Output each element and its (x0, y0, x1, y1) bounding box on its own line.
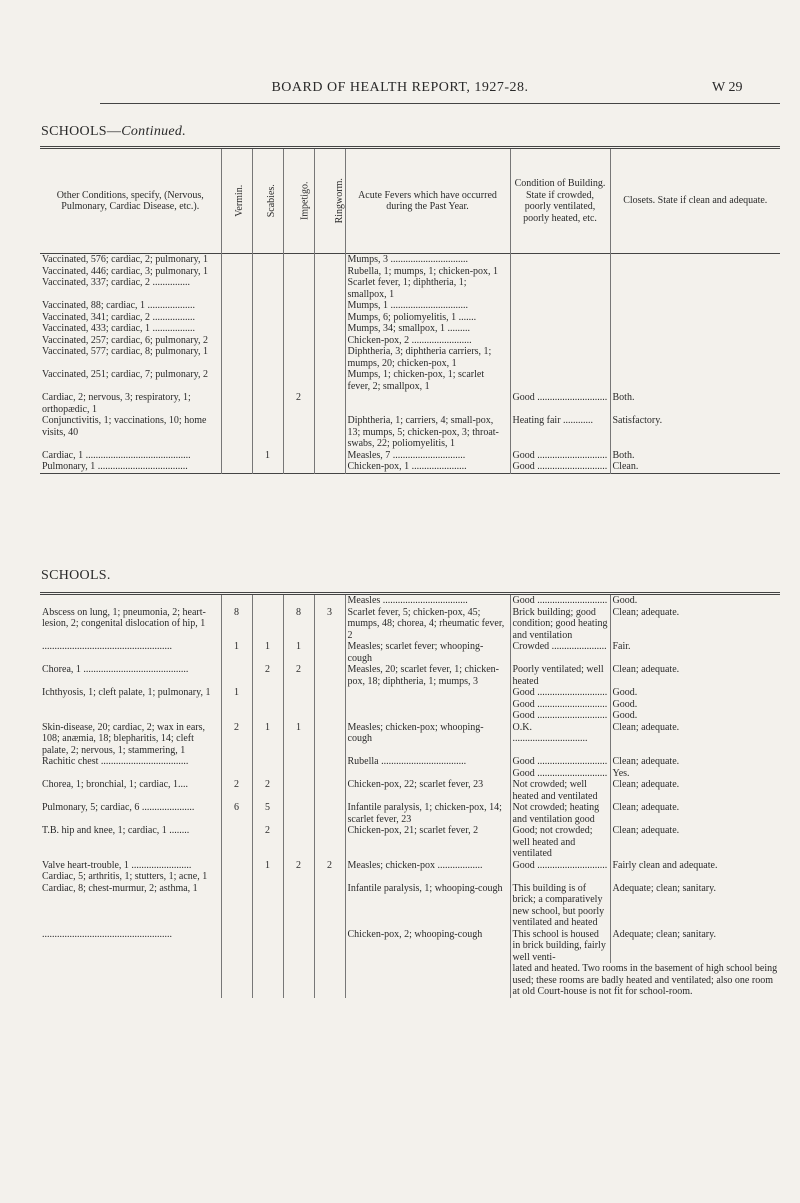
cell-closets: Clean; adequate. (610, 722, 780, 757)
table-row (40, 883, 780, 929)
cell-ringworm (314, 883, 345, 929)
cell-ringworm (314, 594, 345, 607)
cell-scabies: 1 (252, 860, 283, 872)
cell-vermin (221, 756, 252, 768)
cell-ringworm (314, 687, 345, 699)
cell-closets: Fairly clean and adequate. (610, 860, 780, 872)
cell-scabies (252, 929, 283, 964)
report-title: BOARD OF HEALTH REPORT, 1927-28. (271, 80, 529, 95)
cell-impetigo (283, 802, 314, 825)
cell-closets (610, 277, 780, 300)
section1-title (41, 124, 186, 140)
cell-condition-building: Good ............................ (510, 699, 610, 711)
cell-closets (610, 300, 780, 312)
table-row (40, 607, 780, 642)
section1-title-italic: Continued. (121, 124, 187, 139)
cell-closets: Satisfactory. (610, 415, 780, 450)
cell-scabies: 2 (252, 779, 283, 802)
table-row (40, 392, 780, 415)
cell-closets: Clean; adequate. (610, 607, 780, 642)
cell-closets: Clean; adequate. (610, 664, 780, 687)
cell-other-conditions: Vaccinated, 433; cardiac, 1 ................. (42, 323, 196, 334)
cell-vermin (221, 871, 252, 883)
empty-cell (221, 963, 252, 998)
cell-scabies (252, 699, 283, 711)
cell-vermin (221, 300, 252, 312)
cell-condition-building (510, 300, 610, 312)
cell-condition-building (510, 254, 610, 266)
section1-title-prefix: SCHOOLS— (41, 124, 122, 139)
cell-vermin: 6 (221, 802, 252, 825)
cell-scabies (252, 312, 283, 324)
empty-cell (314, 963, 345, 998)
cell-scabies (252, 607, 283, 642)
cell-closets: Clean; adequate. (610, 756, 780, 768)
cell-impetigo (283, 768, 314, 780)
cell-impetigo (283, 300, 314, 312)
col-other-conditions: Other Conditions, specify, (Nervous, Pulmonary, Cardiac Disease, etc.). (56, 189, 204, 212)
cell-ringworm (314, 346, 345, 369)
cell-vermin (221, 335, 252, 347)
cell-other-conditions: Pulmonary, 1 .................................... (42, 461, 188, 472)
cell-vermin (221, 369, 252, 392)
footnote-text: lated and heated. Two rooms in the basement of high school being used; these rooms are badly heated and ventilated; also one room at old Court-house is not fit for school-room. (510, 963, 780, 998)
cell-condition-building (510, 335, 610, 347)
cell-scabies (252, 300, 283, 312)
cell-vermin (221, 883, 252, 929)
cell-acute-fevers: Measles; chicken-pox; whooping-cough (345, 722, 510, 757)
cell-condition-building: Not crowded; well heated and ventilated (510, 779, 610, 802)
cell-closets (610, 254, 780, 266)
cell-vermin (221, 346, 252, 369)
cell-other-conditions (40, 768, 221, 780)
cell-condition-building: Crowded ...................... (510, 641, 610, 664)
cell-other-conditions: Ichthyosis, 1; cleft palate, 1; pulmonary, 1 (42, 687, 211, 698)
cell-ringworm (314, 768, 345, 780)
cell-ringworm (314, 710, 345, 722)
cell-closets: Both. (610, 450, 780, 462)
cell-acute-fevers: Mumps, 6; poliomyelitis, 1 ....... (345, 312, 510, 324)
empty-cell (40, 963, 221, 998)
cell-other-conditions: Skin-disease, 20; cardiac, 2; wax in ears, 108; anæmia, 18; blepharitis, 14; cleft palate, 2; nervous, 1; stammering, 1 (42, 721, 206, 756)
cell-ringworm (314, 779, 345, 802)
cell-ringworm (314, 929, 345, 964)
cell-vermin (221, 699, 252, 711)
cell-ringworm (314, 802, 345, 825)
table-row (40, 277, 780, 300)
cell-other-conditions: Vaccinated, 577; cardiac, 8; pulmonary, 1 (42, 346, 208, 357)
cell-closets (610, 871, 780, 883)
cell-closets: Good. (610, 699, 780, 711)
cell-ringworm (314, 266, 345, 278)
col-closets: Closets. State if clean and adequate. (610, 148, 780, 254)
cell-acute-fevers: Measles; chicken-pox .................. (345, 860, 510, 872)
cell-condition-building: O.K. .............................. (510, 722, 610, 757)
cell-closets: Adequate; clean; sanitary. (610, 883, 780, 929)
col-vermin: Vermin. (221, 148, 252, 254)
cell-closets: Clean; adequate. (610, 825, 780, 860)
cell-impetigo (283, 461, 314, 473)
cell-other-conditions: Pulmonary, 5; cardiac, 6 ..................... (42, 802, 195, 813)
cell-ringworm (314, 392, 345, 415)
cell-acute-fevers (345, 392, 510, 415)
cell-acute-fevers (345, 710, 510, 722)
cell-vermin (221, 594, 252, 607)
cell-condition-building: Good; not crowded; well heated and ventilated (510, 825, 610, 860)
cell-vermin (221, 266, 252, 278)
cell-condition-building: Good ............................ (510, 687, 610, 699)
cell-condition-building: Good ............................ (510, 392, 610, 415)
cell-vermin (221, 929, 252, 964)
cell-impetigo (283, 450, 314, 462)
cell-closets: Clean; adequate. (610, 802, 780, 825)
cell-impetigo (283, 699, 314, 711)
cell-other-conditions: Vaccinated, 88; cardiac, 1 ................... (42, 300, 196, 311)
cell-impetigo: 8 (283, 607, 314, 642)
cell-closets: Yes. (610, 768, 780, 780)
cell-vermin (221, 768, 252, 780)
table-row (40, 825, 780, 860)
cell-other-conditions: Chorea, 1 .......................................... (42, 664, 189, 675)
cell-other-conditions: Vaccinated, 576; cardiac, 2; pulmonary, 1 (42, 254, 208, 265)
table-row (40, 594, 780, 607)
cell-ringworm (314, 756, 345, 768)
cell-scabies (252, 687, 283, 699)
cell-acute-fevers: Scarlet fever, 5; chicken-pox, 45; mumps, 48; chorea, 4; rheumatic fever, 2 (345, 607, 510, 642)
cell-other-conditions: Vaccinated, 337; cardiac, 2 ............... (42, 277, 191, 288)
cell-ringworm (314, 871, 345, 883)
cell-other-conditions: Cardiac, 5; arthritis, 1; stutters, 1; acne, 1 (42, 871, 208, 882)
cell-impetigo (283, 929, 314, 964)
cell-scabies (252, 266, 283, 278)
cell-impetigo: 2 (283, 392, 314, 415)
cell-scabies: 2 (252, 664, 283, 687)
cell-closets: Both. (610, 392, 780, 415)
cell-other-conditions: Abscess on lung, 1; pneumonia, 2; heart-lesion, 2; congenital dislocation of hip, 1 (42, 606, 206, 629)
cell-acute-fevers (345, 687, 510, 699)
cell-scabies (252, 277, 283, 300)
cell-acute-fevers: Mumps, 1; chicken-pox, 1; scarlet fever, 2; smallpox, 1 (345, 369, 510, 392)
cell-condition-building: Good ............................ (510, 860, 610, 872)
cell-impetigo (283, 756, 314, 768)
cell-closets: Good. (610, 710, 780, 722)
cell-other-conditions: Vaccinated, 257; cardiac, 6; pulmonary, 2 (42, 334, 208, 346)
table-row (40, 323, 780, 335)
cell-vermin: 2 (221, 779, 252, 802)
table-row (40, 312, 780, 324)
cell-acute-fevers: Chicken-pox, 21; scarlet fever, 2 (345, 825, 510, 860)
cell-vermin (221, 392, 252, 415)
cell-condition-building (510, 312, 610, 324)
cell-condition-building: Brick building; good condition; good heating and ventilation (510, 607, 610, 642)
cell-condition-building: Not crowded; heating and ventilation good (510, 802, 610, 825)
cell-vermin: 8 (221, 607, 252, 642)
table-row (40, 254, 780, 266)
cell-closets (610, 346, 780, 369)
cell-impetigo (283, 825, 314, 860)
cell-condition-building: Heating fair ............ (510, 415, 610, 450)
cell-ringworm (314, 699, 345, 711)
section2-title: SCHOOLS. (41, 568, 111, 583)
cell-acute-fevers: Infantile paralysis, 1; chicken-pox, 14; scarlet fever, 23 (345, 802, 510, 825)
empty-cell (345, 963, 510, 998)
cell-other-conditions: Cardiac, 8; chest-murmur, 2; asthma, 1 (42, 882, 198, 894)
cell-other-conditions: Cardiac, 1 .......................................... (42, 449, 191, 461)
cell-other-conditions (40, 699, 221, 711)
cell-acute-fevers: Measles .................................. (345, 594, 510, 607)
table-schools-continued (40, 146, 780, 474)
cell-condition-building: Good ............................ (510, 461, 610, 473)
cell-condition-building (510, 369, 610, 392)
cell-vermin (221, 415, 252, 450)
table-row (40, 461, 780, 473)
cell-acute-fevers: Measles, 7 ............................. (345, 450, 510, 462)
cell-scabies: 2 (252, 825, 283, 860)
table-row (40, 779, 780, 802)
table-row (40, 369, 780, 392)
cell-other-conditions: Vaccinated, 341; cardiac, 2 ................. (42, 311, 196, 323)
col-ringworm: Ringworm. (314, 148, 345, 254)
cell-condition-building: Good ............................ (510, 450, 610, 462)
cell-acute-fevers: Chicken-pox, 2; whooping-cough (345, 929, 510, 964)
cell-acute-fevers: Mumps, 34; smallpox, 1 ......... (345, 323, 510, 335)
cell-other-conditions (40, 710, 221, 722)
cell-closets (610, 266, 780, 278)
cell-condition-building (510, 277, 610, 300)
cell-acute-fevers: Mumps, 3 ............................... (345, 254, 510, 266)
cell-impetigo (283, 312, 314, 324)
cell-vermin (221, 825, 252, 860)
cell-condition-building (510, 323, 610, 335)
cell-ringworm (314, 722, 345, 757)
empty-cell (252, 963, 283, 998)
cell-acute-fevers: Scarlet fever, 1; diphtheria, 1; smallpox, 1 (345, 277, 510, 300)
cell-ringworm (314, 415, 345, 450)
cell-scabies (252, 392, 283, 415)
cell-vermin: 2 (221, 722, 252, 757)
cell-scabies (252, 594, 283, 607)
table-schools (40, 592, 780, 998)
table-row (40, 756, 780, 768)
cell-closets: Clean; adequate. (610, 779, 780, 802)
table-row (40, 699, 780, 711)
cell-closets (610, 335, 780, 347)
table-row (40, 346, 780, 369)
cell-closets: Fair. (610, 641, 780, 664)
table-row (40, 710, 780, 722)
table-row (40, 335, 780, 347)
cell-vermin (221, 461, 252, 473)
cell-ringworm (314, 312, 345, 324)
cell-scabies (252, 254, 283, 266)
cell-scabies (252, 710, 283, 722)
cell-scabies (252, 756, 283, 768)
table-row (40, 641, 780, 664)
cell-acute-fevers: Measles; scarlet fever; whooping-cough (345, 641, 510, 664)
cell-condition-building (510, 266, 610, 278)
cell-condition-building: This building is of brick; a comparatively new school, but poorly ventilated and heated (510, 883, 610, 929)
table-row (40, 687, 780, 699)
cell-impetigo (283, 335, 314, 347)
cell-acute-fevers: Diphtheria, 3; diphtheria carriers, 1; mumps, 20; chicken-pox, 1 (345, 346, 510, 369)
cell-condition-building: Poorly ventilated; well heated (510, 664, 610, 687)
cell-condition-building (510, 871, 610, 883)
cell-scabies: 1 (252, 450, 283, 462)
cell-vermin (221, 860, 252, 872)
col-acute-fevers: Acute Fevers which have occurred during the Past Year. (345, 148, 510, 254)
cell-other-conditions: .................................................... (42, 641, 172, 652)
cell-acute-fevers: Diphtheria, 1; carriers, 4; small-pox, 13; mumps, 5; chicken-pox, 3; throat-swabs, 22; poliomyelitis, 1 (345, 415, 510, 450)
cell-condition-building: Good ............................ (510, 756, 610, 768)
table-row (40, 860, 780, 872)
table-row (40, 664, 780, 687)
cell-scabies (252, 335, 283, 347)
cell-other-conditions: Valve heart-trouble, 1 ........................ (42, 859, 192, 871)
cell-acute-fevers: Measles, 20; scarlet fever, 1; chicken-pox, 18; diphtheria, 1; mumps, 3 (345, 664, 510, 687)
cell-ringworm (314, 277, 345, 300)
cell-impetigo (283, 871, 314, 883)
cell-scabies (252, 883, 283, 929)
cell-impetigo (283, 883, 314, 929)
table-row (40, 802, 780, 825)
cell-acute-fevers: Chicken-pox, 22; scarlet fever, 23 (345, 779, 510, 802)
cell-other-conditions: .................................................... (42, 928, 172, 940)
cell-impetigo (283, 266, 314, 278)
page-header (0, 80, 800, 100)
cell-impetigo (283, 277, 314, 300)
cell-closets: Good. (610, 687, 780, 699)
cell-impetigo (283, 594, 314, 607)
cell-condition-building: Good ............................ (510, 768, 610, 780)
cell-acute-fevers: Chicken-pox, 2 ........................ (345, 335, 510, 347)
cell-condition-building: Good ............................ (510, 710, 610, 722)
cell-impetigo: 2 (283, 860, 314, 872)
cell-impetigo (283, 369, 314, 392)
table-row (40, 768, 780, 780)
cell-closets: Adequate; clean; sanitary. (610, 929, 780, 964)
cell-acute-fevers: Chicken-pox, 1 ...................... (345, 461, 510, 473)
cell-ringworm (314, 450, 345, 462)
cell-scabies: 1 (252, 722, 283, 757)
cell-vermin (221, 312, 252, 324)
cell-impetigo (283, 710, 314, 722)
cell-ringworm (314, 335, 345, 347)
cell-impetigo (283, 687, 314, 699)
cell-ringworm (314, 323, 345, 335)
cell-acute-fevers: Infantile paralysis, 1; whooping-cough (345, 883, 510, 929)
cell-other-conditions: T.B. hip and knee, 1; cardiac, 1 ........ (42, 825, 190, 836)
cell-acute-fevers: Rubella .................................. (345, 756, 510, 768)
cell-closets (610, 323, 780, 335)
cell-vermin: 1 (221, 687, 252, 699)
empty-cell (283, 963, 314, 998)
cell-scabies (252, 369, 283, 392)
cell-ringworm (314, 300, 345, 312)
cell-ringworm: 3 (314, 607, 345, 642)
cell-ringworm (314, 664, 345, 687)
cell-scabies (252, 768, 283, 780)
cell-scabies: 1 (252, 641, 283, 664)
table-row (40, 300, 780, 312)
cell-ringworm: 2 (314, 860, 345, 872)
cell-condition-building: Good ............................ (510, 594, 610, 607)
col-impetigo: Impetigo. (283, 148, 314, 254)
cell-other-conditions (40, 594, 221, 607)
footnote-row (40, 963, 780, 998)
cell-impetigo (283, 346, 314, 369)
cell-acute-fevers: Rubella, 1; mumps, 1; chicken-pox, 1 (345, 266, 510, 278)
cell-ringworm (314, 254, 345, 266)
page-reference: W 29 (712, 80, 743, 95)
cell-condition-building (510, 346, 610, 369)
cell-acute-fevers (345, 768, 510, 780)
cell-condition-building: This school is housed in brick building, fairly well venti- (510, 929, 610, 964)
cell-other-conditions: Rachitic chest ................................... (42, 756, 189, 767)
cell-acute-fevers (345, 871, 510, 883)
cell-impetigo: 1 (283, 641, 314, 664)
cell-closets: Clean. (610, 461, 780, 473)
cell-ringworm (314, 825, 345, 860)
cell-ringworm (314, 369, 345, 392)
cell-vermin (221, 277, 252, 300)
cell-other-conditions: Chorea, 1; bronchial, 1; cardiac, 1.... (42, 779, 189, 790)
table-row (40, 722, 780, 757)
col-condition-building: Condition of Building. State if crowded, poorly ventilated, poorly heated, etc. (510, 148, 610, 254)
table-row (40, 450, 780, 462)
table-row (40, 871, 780, 883)
cell-impetigo: 1 (283, 722, 314, 757)
cell-vermin (221, 323, 252, 335)
table-row (40, 929, 780, 964)
table-row (40, 415, 780, 450)
header-rule (100, 103, 780, 104)
cell-closets: Good. (610, 594, 780, 607)
cell-impetigo (283, 323, 314, 335)
cell-ringworm (314, 641, 345, 664)
cell-scabies: 5 (252, 802, 283, 825)
cell-acute-fevers: Mumps, 1 ............................... (345, 300, 510, 312)
cell-closets (610, 312, 780, 324)
cell-scabies (252, 871, 283, 883)
cell-other-conditions: Cardiac, 2; nervous, 3; respiratory, 1; orthopædic, 1 (42, 392, 191, 415)
cell-ringworm (314, 461, 345, 473)
cell-scabies (252, 346, 283, 369)
cell-vermin: 1 (221, 641, 252, 664)
cell-impetigo: 2 (283, 664, 314, 687)
cell-closets (610, 369, 780, 392)
cell-scabies (252, 323, 283, 335)
cell-scabies (252, 415, 283, 450)
col-scabies: Scabies. (252, 148, 283, 254)
cell-scabies (252, 461, 283, 473)
cell-other-conditions: Conjunctivitis, 1; vaccinations, 10; home visits, 40 (42, 415, 207, 438)
cell-vermin (221, 450, 252, 462)
cell-vermin (221, 710, 252, 722)
cell-vermin (221, 664, 252, 687)
cell-impetigo (283, 779, 314, 802)
cell-vermin (221, 254, 252, 266)
cell-other-conditions: Vaccinated, 446; cardiac, 3; pulmonary, 1 (42, 265, 208, 277)
cell-acute-fevers (345, 699, 510, 711)
table-row (40, 266, 780, 278)
cell-impetigo (283, 254, 314, 266)
cell-impetigo (283, 415, 314, 450)
cell-other-conditions: Vaccinated, 251; cardiac, 7; pulmonary, 2 (42, 369, 208, 380)
